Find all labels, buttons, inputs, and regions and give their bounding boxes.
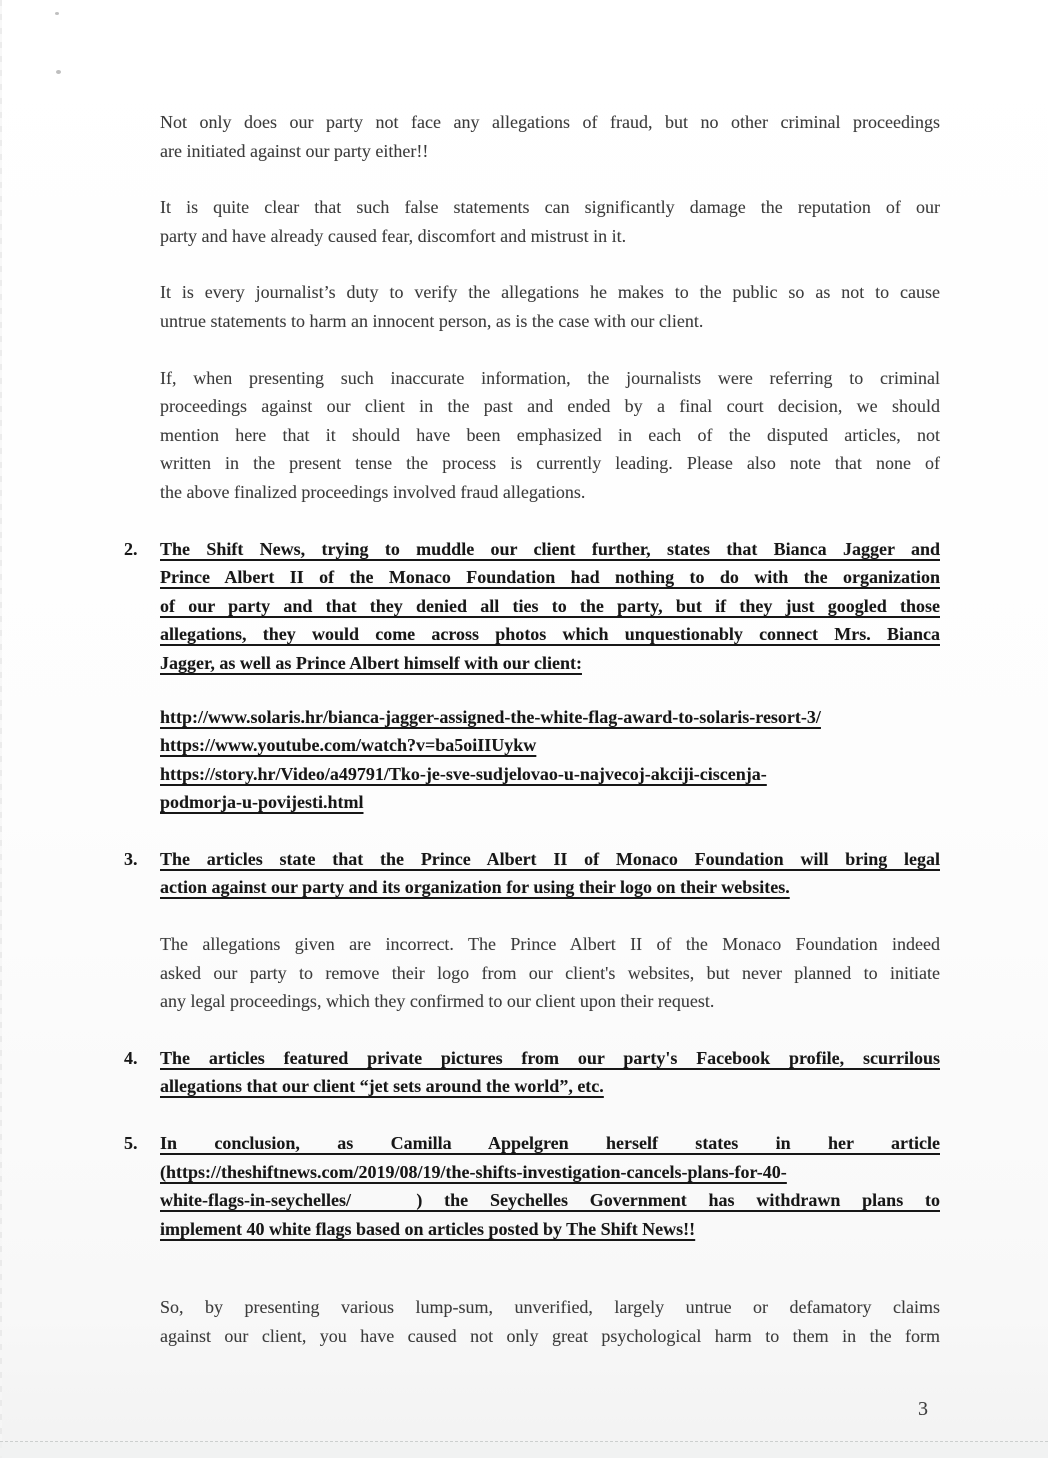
text-line: allegations that our client “jet sets around the world”, etc. [160,1076,604,1097]
text-line: (https://theshiftnews.com/2019/08/19/the-shifts-investigation-cancels-plans-for-40- [160,1161,787,1182]
list-item-2 [124,535,940,678]
page-number: 3 [918,1398,928,1420]
text-line: asked our party to remove their logo from our client's websites, but never planned to initiate [160,962,940,983]
text-line: Not only does our party not face any allegations of fraud, but no other criminal proceedings [160,112,940,132]
list-item-number: 3. [124,848,138,869]
document-body [0,108,1048,1351]
text-line: are initiated against our party either!! [160,140,429,161]
text-line: If, when presenting such inaccurate information, the journalists were referring to criminal [160,367,940,388]
text-line: of our party and that they denied all ties to the party, but if they just googled those [160,595,940,616]
text-line: The articles state that the Prince Albert II of Monaco Foundation will bring legal [160,848,940,869]
text-line: untrue statements to harm an innocent person, as is the case with our client. [160,310,704,331]
links [160,703,940,817]
text-line: written in the present tense the process is currently leading. Please also note that none of [160,453,940,474]
list-item-number: 4. [124,1047,138,1068]
scan-speck [56,70,61,74]
paragraph [160,930,940,1016]
text-line: proceedings against our client in the past and ended by a final court decision, we should [160,396,940,417]
list-item-3 [124,845,940,902]
paragraph [160,364,940,507]
url-text-line: http://www.solaris.hr/bianca-jagger-assigned-the-white-flag-award-to-solaris-resort-3/ [160,706,821,727]
list-item-5 [124,1129,940,1243]
text-line: white-flags-in-seychelles/ ) the Seychelles Government has withdrawn plans to [160,1190,940,1211]
text-line: In conclusion, as Camilla Appelgren herself states in her article [160,1133,940,1154]
text-line: Prince Albert II of the Monaco Foundation had nothing to do with the organization [160,567,940,588]
text-line: against our client, you have caused not only great psychological harm to them in the form [160,1326,940,1346]
url-text-line: podmorja-u-povijesti.html [160,792,364,813]
paragraph [160,278,940,335]
text-line: any legal proceedings, which they confirmed to our client upon their request. [160,991,715,1012]
url-text-line: https://www.youtube.com/watch?v=ba5oiIIUykw [160,735,537,756]
scan-bottom-strip [0,1442,1048,1458]
text-line: implement 40 white flags based on articles posted by The Shift News!! [160,1218,696,1239]
list-item-number: 5. [124,1133,138,1154]
text-line: Jagger, as well as Prince Albert himself with our client: [160,652,582,673]
url-text-line: https://story.hr/Video/a49791/Tko-je-sve-sudjelovao-u-najvecoj-akciji-ciscenja- [160,763,767,784]
text-line: action against our party and its organization for using their logo on their websites. [160,877,790,898]
text-line: the above finalized proceedings involved fraud allegations. [160,481,586,502]
text-line: mention here that it should have been emphasized in each of the disputed articles, not [160,424,940,445]
text-line: party and have already caused fear, discomfort and mistrust in it. [160,225,627,246]
list-item-4 [124,1044,940,1101]
paragraph [160,108,940,165]
paragraph [160,1293,940,1350]
scan-speck [55,12,59,15]
list-item-number: 2. [124,538,138,559]
text-line: It is every journalist’s duty to verify the allegations he makes to the public so as not to cause [160,282,940,303]
text-line: So, by presenting various lump-sum, unverified, largely untrue or defamatory claims [160,1297,940,1318]
text-line: The allegations given are incorrect. The Prince Albert II of the Monaco Foundation indeed [160,934,940,955]
text-line: It is quite clear that such false statements can significantly damage the reputation of our [160,197,940,218]
text-line: The Shift News, trying to muddle our client further, states that Bianca Jagger and [160,538,940,559]
text-line: The articles featured private pictures from our party's Facebook profile, scurrilous [160,1047,940,1068]
text-line: allegations, they would come across photos which unquestionably connect Mrs. Bianca [160,624,940,645]
paragraph [160,193,940,250]
